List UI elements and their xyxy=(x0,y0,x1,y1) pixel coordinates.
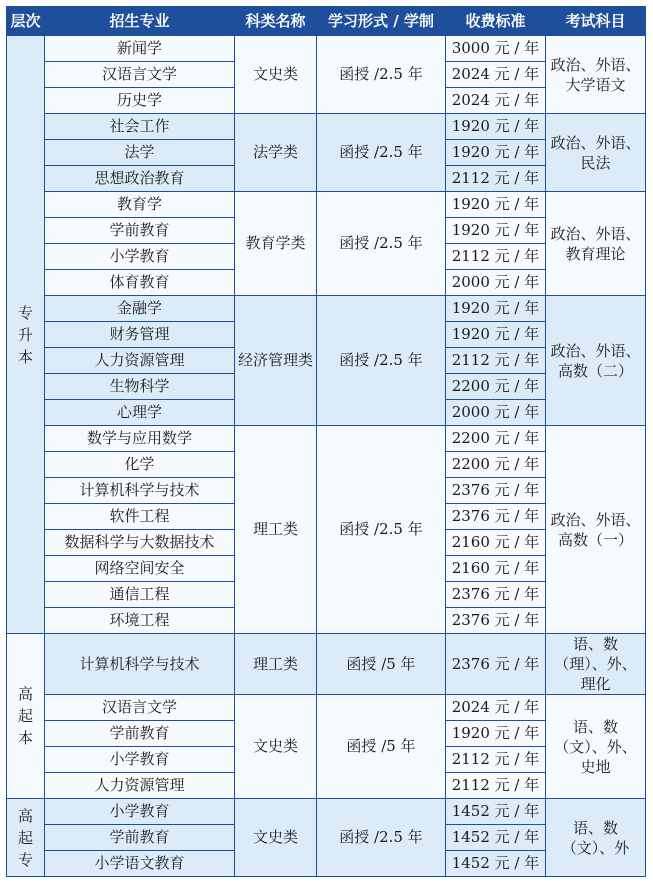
fee-cell: 2200 元 / 年 xyxy=(446,374,546,400)
study-form-cell: 函授 /2.5 年 xyxy=(317,426,446,634)
major-cell: 新闻学 xyxy=(45,36,235,62)
category-cell: 经济管理类 xyxy=(235,296,317,426)
major-cell: 通信工程 xyxy=(45,582,235,608)
table-header-row xyxy=(7,7,646,36)
header-study-form: 学习形式 / 学制 xyxy=(317,7,446,36)
exam-subjects-cell: 语、数（文）、外 xyxy=(546,799,646,877)
fee-cell: 1920 元 / 年 xyxy=(446,218,546,244)
fee-cell: 2376 元 / 年 xyxy=(446,634,546,695)
level-char: 本 xyxy=(17,347,33,366)
major-cell: 体育教育 xyxy=(45,270,235,296)
level-char: 专 xyxy=(17,303,33,322)
table-row xyxy=(7,192,646,218)
level-cell xyxy=(7,634,45,799)
fee-cell: 2000 元 / 年 xyxy=(446,270,546,296)
fee-cell: 2112 元 / 年 xyxy=(446,166,546,192)
fee-cell: 1920 元 / 年 xyxy=(446,114,546,140)
major-cell: 人力资源管理 xyxy=(45,348,235,374)
table-row xyxy=(7,426,646,452)
fee-cell: 2376 元 / 年 xyxy=(446,582,546,608)
study-form-cell: 函授 /2.5 年 xyxy=(317,36,446,114)
fee-cell: 2112 元 / 年 xyxy=(446,348,546,374)
category-cell: 文史类 xyxy=(235,799,317,877)
exam-subjects-cell: 政治、外语、高数（二） xyxy=(546,296,646,426)
enrollment-table xyxy=(6,6,646,877)
fee-cell: 1452 元 / 年 xyxy=(446,825,546,851)
fee-cell: 2376 元 / 年 xyxy=(446,608,546,634)
level-char: 起 xyxy=(17,828,33,847)
fee-cell: 2112 元 / 年 xyxy=(446,747,546,773)
fee-cell: 1452 元 / 年 xyxy=(446,799,546,825)
fee-cell: 1920 元 / 年 xyxy=(446,296,546,322)
category-cell: 法学类 xyxy=(235,114,317,192)
major-cell: 生物科学 xyxy=(45,374,235,400)
fee-cell: 3000 元 / 年 xyxy=(446,36,546,62)
header-fee: 收费标准 xyxy=(446,7,546,36)
level-char: 专 xyxy=(17,850,33,869)
level-char: 高 xyxy=(17,685,33,703)
major-cell: 学前教育 xyxy=(45,721,235,747)
major-cell: 小学教育 xyxy=(45,747,235,773)
fee-cell: 2376 元 / 年 xyxy=(446,478,546,504)
major-cell: 金融学 xyxy=(45,296,235,322)
major-cell: 心理学 xyxy=(45,400,235,426)
major-cell: 数据科学与大数据技术 xyxy=(45,530,235,556)
major-cell: 财务管理 xyxy=(45,322,235,348)
category-cell: 文史类 xyxy=(235,36,317,114)
fee-cell: 2200 元 / 年 xyxy=(446,452,546,478)
major-cell: 学前教育 xyxy=(45,825,235,851)
table-body xyxy=(7,36,646,877)
major-cell: 人力资源管理 xyxy=(45,773,235,799)
table-row xyxy=(7,799,646,825)
fee-cell: 2160 元 / 年 xyxy=(446,556,546,582)
major-cell: 化学 xyxy=(45,452,235,478)
fee-cell: 1920 元 / 年 xyxy=(446,192,546,218)
table-row xyxy=(7,36,646,62)
major-cell: 教育学 xyxy=(45,192,235,218)
major-cell: 学前教育 xyxy=(45,218,235,244)
major-cell: 小学教育 xyxy=(45,244,235,270)
study-form-cell: 函授 /2.5 年 xyxy=(317,296,446,426)
category-cell: 理工类 xyxy=(235,634,317,695)
study-form-cell: 函授 /2.5 年 xyxy=(317,114,446,192)
major-cell: 计算机科学与技术 xyxy=(45,478,235,504)
major-cell: 汉语言文学 xyxy=(45,62,235,88)
table-row xyxy=(7,695,646,721)
study-form-cell: 函授 /5 年 xyxy=(317,634,446,695)
level-char: 起 xyxy=(17,707,33,725)
fee-cell: 2112 元 / 年 xyxy=(446,244,546,270)
major-cell: 历史学 xyxy=(45,88,235,114)
category-cell: 理工类 xyxy=(235,426,317,634)
fee-cell: 2000 元 / 年 xyxy=(446,400,546,426)
header-major: 招生专业 xyxy=(45,7,235,36)
major-cell: 小学教育 xyxy=(45,799,235,825)
major-cell: 数学与应用数学 xyxy=(45,426,235,452)
study-form-cell: 函授 /2.5 年 xyxy=(317,192,446,296)
major-cell: 汉语言文学 xyxy=(45,695,235,721)
table-row xyxy=(7,634,646,695)
major-cell: 法学 xyxy=(45,140,235,166)
level-cell xyxy=(7,799,45,877)
fee-cell: 1920 元 / 年 xyxy=(446,721,546,747)
level-char: 高 xyxy=(17,806,33,825)
major-cell: 计算机科学与技术 xyxy=(45,634,235,695)
level-char: 本 xyxy=(17,729,33,747)
major-cell: 社会工作 xyxy=(45,114,235,140)
exam-subjects-cell: 语、数（文）、外、史地 xyxy=(546,695,646,799)
level-cell xyxy=(7,36,45,634)
exam-subjects-cell: 语、数（理）、外、理化 xyxy=(546,634,646,695)
header-category: 科类名称 xyxy=(235,7,317,36)
fee-cell: 2024 元 / 年 xyxy=(446,62,546,88)
major-cell: 软件工程 xyxy=(45,504,235,530)
exam-subjects-cell: 政治、外语、大学语文 xyxy=(546,36,646,114)
fee-cell: 2112 元 / 年 xyxy=(446,773,546,799)
table-row xyxy=(7,114,646,140)
header-level: 层次 xyxy=(7,7,45,36)
fee-cell: 2024 元 / 年 xyxy=(446,88,546,114)
category-cell: 文史类 xyxy=(235,695,317,799)
exam-subjects-cell: 政治、外语、高数（一） xyxy=(546,426,646,634)
fee-cell: 2024 元 / 年 xyxy=(446,695,546,721)
exam-subjects-cell: 政治、外语、民法 xyxy=(546,114,646,192)
major-cell: 思想政治教育 xyxy=(45,166,235,192)
major-cell: 小学语文教育 xyxy=(45,851,235,877)
fee-cell: 2376 元 / 年 xyxy=(446,504,546,530)
major-cell: 网络空间安全 xyxy=(45,556,235,582)
fee-cell: 1920 元 / 年 xyxy=(446,322,546,348)
fee-cell: 1920 元 / 年 xyxy=(446,140,546,166)
table-row xyxy=(7,296,646,322)
major-cell: 环境工程 xyxy=(45,608,235,634)
fee-cell: 1452 元 / 年 xyxy=(446,851,546,877)
level-char: 升 xyxy=(17,325,33,344)
enrollment-table-container xyxy=(6,6,645,877)
fee-cell: 2160 元 / 年 xyxy=(446,530,546,556)
fee-cell: 2200 元 / 年 xyxy=(446,426,546,452)
exam-subjects-cell: 政治、外语、教育理论 xyxy=(546,192,646,296)
header-exam-subjects: 考试科目 xyxy=(546,7,646,36)
study-form-cell: 函授 /2.5 年 xyxy=(317,799,446,877)
category-cell: 教育学类 xyxy=(235,192,317,296)
study-form-cell: 函授 /5 年 xyxy=(317,695,446,799)
